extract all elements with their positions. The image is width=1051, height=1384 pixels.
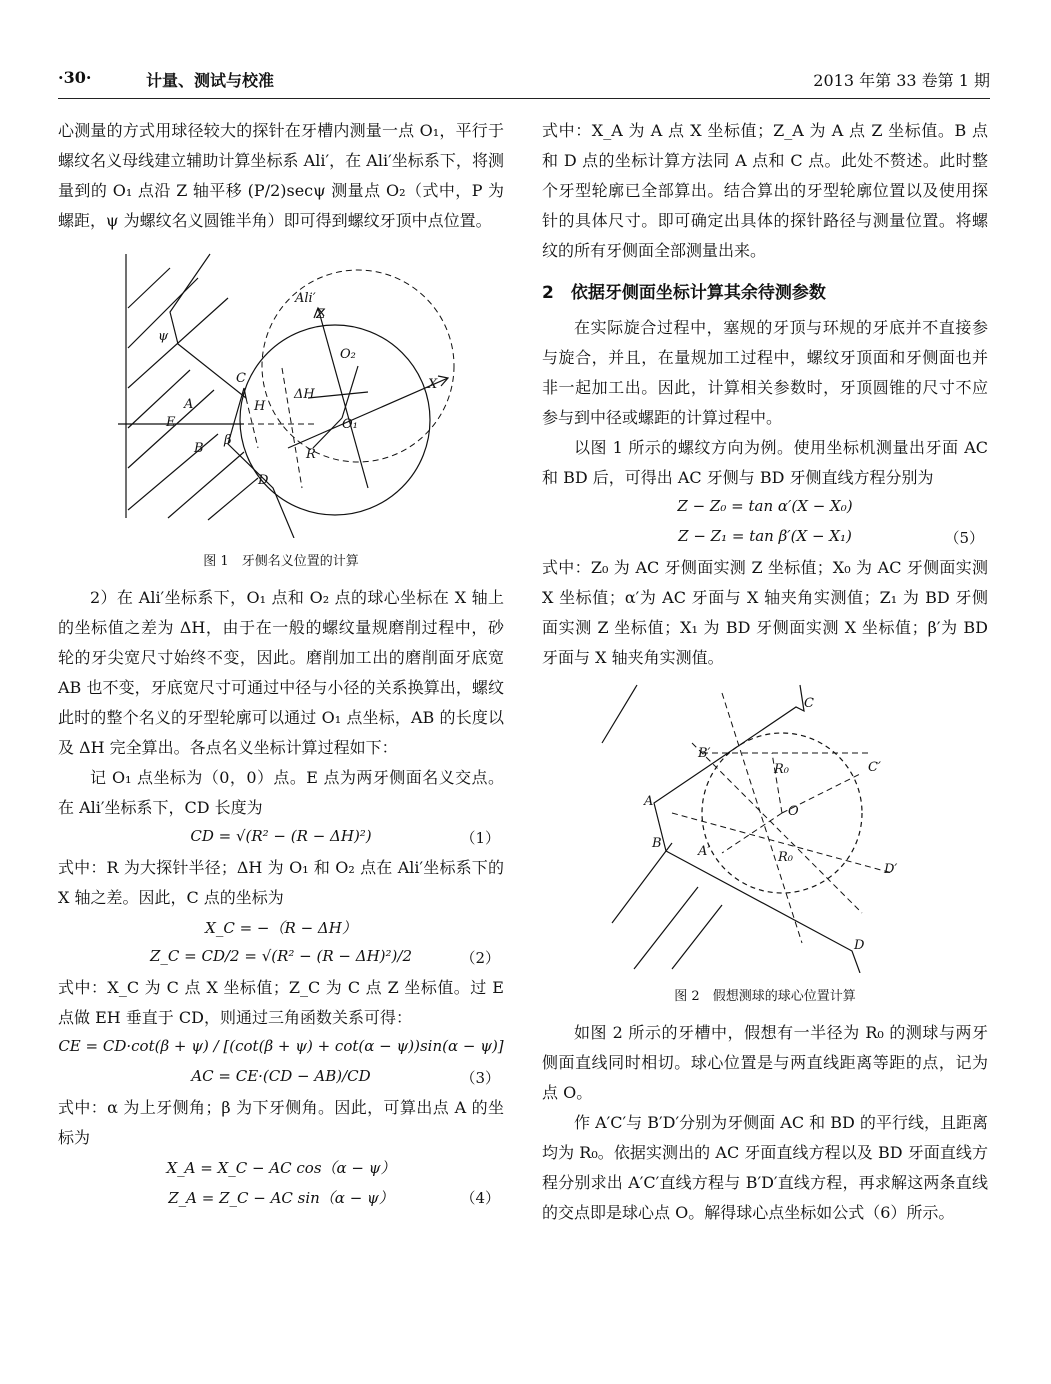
equation-5b	[542, 523, 988, 553]
fig2-label: O	[788, 804, 799, 819]
equation-number: （4）	[460, 1189, 500, 1207]
figure-1-diagram	[58, 248, 504, 538]
paragraph: 式中：Z₀ 为 AC 牙侧面实测 Z 坐标值；X₀ 为 AC 牙侧面实测 X 坐标值；α′为 AC 牙面与 X 轴夹角实测值；Z₁ 为 BD 牙侧面实测 Z 坐标值；X₁ 为 BD 牙侧面实测 X 坐标值；β′为 BD 牙面与 X 轴夹角实测值。	[542, 558, 988, 667]
paragraph: 2）在 Ali′坐标系下，O₁ 点和 O₂ 点的球心坐标在 X 轴上的坐标值之差为 ΔH，由于在一般的螺纹量规磨削过程中，砂轮的牙尖宽尺寸始终不变，因此。磨削加工出的磨削面牙底宽 AB 也不变，牙底宽尺寸可通过中径与小径的关系换算出，螺纹此时的整个名义的牙型轮廓可以通过 O₁ 点坐标，AB 的长度以及 ΔH 完全算出。各点名义坐标计算过程如下：	[58, 588, 504, 757]
figure-2	[542, 683, 988, 1004]
equation-text: Z − Z₀ = tan α′(X − X₀)	[677, 497, 853, 515]
equation-text: Z − Z₁ = tan β′(X − X₁)	[678, 527, 852, 545]
fig2-label: C′	[868, 760, 881, 775]
equation-5a	[542, 493, 988, 523]
paragraph: 式中：X_C 为 C 点 X 坐标值；Z_C 为 C 点 Z 坐标值。过 E 点做 EH 垂直于 CD，则通过三角函数关系可得：	[58, 978, 504, 1027]
equation-4a	[58, 1153, 504, 1183]
fig1-label: A	[184, 397, 194, 412]
fig2-label: A	[644, 794, 654, 809]
equation-2a	[58, 913, 504, 943]
equation-number: （2）	[460, 949, 500, 967]
equation-text: AC = CE·(CD − AB)/CD	[191, 1067, 371, 1085]
equation-text: CE = CD·cot(β + ψ) / [(cot(β + ψ) + cot(α − ψ))sin(α − ψ)]	[58, 1037, 504, 1055]
paragraph: 式中：α 为上牙侧角；β 为下牙侧角。因此，可算出点 A 的坐标为	[58, 1098, 504, 1147]
fig1-label: X	[428, 377, 438, 392]
equation-text: Z_C = CD/2 = √(R² − (R − ΔH)²)/2	[149, 947, 412, 965]
fig1-label: O₁	[342, 417, 358, 432]
fig1-label: D	[258, 473, 269, 488]
figure-2-diagram	[542, 683, 988, 973]
fig2-label: C	[804, 696, 814, 711]
paragraph: 如图 2 所示的牙槽中，假想有一半径为 R₀ 的测球与两牙侧面直线同时相切。球心位置是与两直线距离等距的点，记为点 O。	[542, 1023, 988, 1102]
fig1-label: E	[166, 415, 176, 430]
equation-text: X_C = −（R − ΔH）	[205, 919, 357, 937]
fig2-label: D	[854, 938, 865, 953]
fig2-label: D′	[884, 862, 898, 877]
equation-number: （3）	[460, 1069, 500, 1087]
equation-number: （5）	[944, 529, 984, 547]
paragraph: 在实际旋合过程中，塞规的牙顶与环规的牙底并不直接参与旋合，并且，在量规加工过程中，螺纹牙顶面和牙侧面也并非一起加工出。因此，计算相关参数时，牙顶圆锥的尺寸不应参与到中径或螺距的计算过程中。	[542, 318, 988, 427]
equation-text: Z_A = Z_C − AC sin（α − ψ）	[168, 1189, 394, 1207]
page-number: ·30·	[58, 68, 92, 87]
fig1-label: ΔH	[294, 387, 315, 402]
fig1-label: Z	[316, 307, 326, 322]
paragraph: 心测量的方式用球径较大的探针在牙槽内测量一点 O₁，平行于螺纹名义母线建立辅助计算坐标系 Ali′，在 Ali′坐标系下，将测量到的 O₁ 点沿 Z 轴平移 (P/2)secψ 测量点 O₂（式中，P 为螺距，ψ 为螺纹名义圆锥半角）即可得到螺纹牙顶中点位置。	[58, 121, 504, 230]
fig2-label: B′	[698, 746, 711, 761]
equation-3b	[58, 1063, 504, 1093]
figure-2-caption: 图 2 假想测球的球心位置计算	[674, 989, 856, 1004]
fig2-label: A′	[698, 844, 711, 859]
equation-text: X_A = X_C − AC cos（α − ψ）	[166, 1159, 396, 1177]
right-column	[542, 116, 988, 1228]
fig1-label: ψ	[158, 329, 169, 344]
header-rule	[58, 98, 990, 99]
paragraph: 式中：X_A 为 A 点 X 坐标值；Z_A 为 A 点 Z 坐标值。B 点和 D 点的坐标计算方法同 A 点和 C 点。此处不赘述。此时整个牙型轮廓已全部算出。结合算出的牙型轮廓位置以及使用探针的具体尺寸。即可确定出具体的探针路径与测量位置。将螺纹的所有牙侧面全部测量出来。	[542, 121, 988, 260]
equation-3a	[58, 1033, 504, 1063]
fig1-label: O₂	[340, 347, 356, 362]
paragraph: 作 A′C′与 B′D′分别为牙侧面 AC 和 BD 的平行线，且距离均为 R₀。依据实测出的 AC 牙面直线方程以及 BD 牙面直线方程分别求出 A′C′直线方程与 B′D′直线方程，再求解这两条直线的交点即是球心点 O。解得球心点坐标如公式（6）所示。	[542, 1113, 988, 1222]
paragraph: 以图 1 所示的螺纹方向为例。使用坐标机测量出牙面 AC 和 BD 后，可得出 AC 牙侧与 BD 牙侧直线方程分别为	[542, 438, 988, 487]
fig1-label: R	[306, 447, 316, 462]
figure-1	[58, 248, 504, 569]
equation-4b	[58, 1183, 504, 1213]
fig1-label: β	[224, 433, 232, 448]
equation-number: （1）	[460, 829, 500, 847]
fig2-label: R₀	[774, 762, 789, 777]
fig1-label: B	[194, 441, 204, 456]
fig1-label: Ali′	[295, 291, 316, 306]
issue-info: 2013 年第 33 卷第 1 期	[813, 71, 990, 90]
fig2-label: R₀	[778, 850, 793, 865]
equation-2b	[58, 943, 504, 973]
paragraph: 记 O₁ 点坐标为（0，0）点。E 点为两牙侧面名义交点。在 Ali′坐标系下，CD 长度为	[58, 768, 504, 817]
fig1-label: H	[254, 399, 266, 414]
section-heading: 2 依据牙侧面坐标计算其余待测参数	[542, 283, 826, 303]
left-column	[58, 116, 504, 1213]
equation-text: CD = √(R² − (R − ΔH)²)	[190, 827, 372, 845]
figure-1-caption: 图 1 牙侧名义位置的计算	[203, 554, 359, 569]
journal-title: 计量、测试与校准	[146, 71, 275, 90]
equation-1	[58, 823, 504, 853]
paragraph: 式中：R 为大探针半径；ΔH 为 O₁ 和 O₂ 点在 Ali′坐标系下的 X 轴之差。因此，C 点的坐标为	[58, 858, 504, 907]
fig1-label: C	[236, 371, 246, 386]
fig2-label: B	[652, 836, 662, 851]
